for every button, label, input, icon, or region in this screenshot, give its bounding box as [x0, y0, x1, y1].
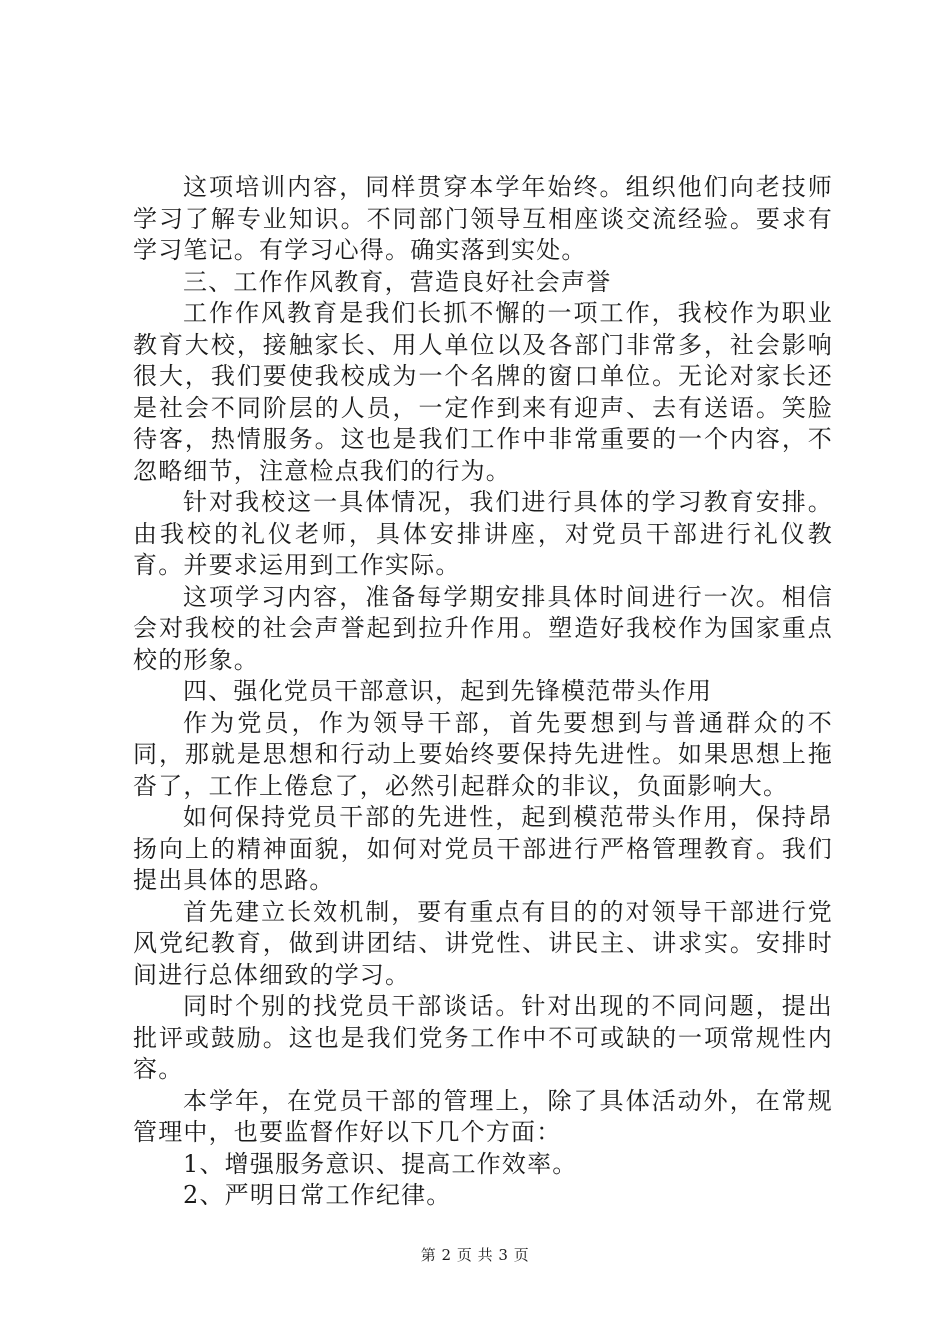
list-item-work-discipline: 2、严明日常工作纪律。	[183, 1181, 452, 1209]
section-heading-work-style: 三、工作作风教育，营造良好社会声誉	[183, 267, 612, 296]
paragraph-individual-talks: 同时个别的找党员干部谈话。针对出现的不同问题，提出批评或鼓励。这也是我们党务工作中不可或缺的一项常规性内容。	[133, 992, 833, 1083]
paragraph-learning-schedule: 这项学习内容，准备每学期安排具体时间进行一次。相信会对我校的社会声誉起到拉升作用。塑造好我校作为国家重点校的形象。	[133, 582, 833, 674]
paragraph-etiquette-arrangement: 针对我校这一具体情况，我们进行具体的学习教育安排。由我校的礼仪老师，具体安排讲座，对党员干部进行礼仪教育。并要求运用到工作实际。	[133, 488, 833, 579]
paragraph-training-content: 这项培训内容，同样贯穿本学年始终。组织他们向老技师学习了解专业知识。不同部门领导互相座谈交流经验。要求有学习笔记。有学习心得。确实落到实处。	[133, 173, 833, 264]
page-number-footer: 第 2 页 共 3 页	[420, 1246, 530, 1264]
paragraph-maintain-advanced-nature: 如何保持党员干部的先进性，起到模范带头作用，保持昂扬向上的精神面貌，如何对党员干部进行严格管理教育。我们提出具体的思路。	[133, 803, 833, 894]
paragraph-routine-management: 本学年，在党员干部的管理上，除了具体活动外，在常规管理中，也要监督作好以下几个方面：	[133, 1086, 833, 1146]
section-heading-party-awareness: 四、强化党员干部意识，起到先锋模范带头作用	[183, 677, 713, 705]
paragraph-work-style-education: 工作作风教育是我们长抓不懈的一项工作，我校作为职业教育大校，接触家长、用人单位以及各部门非常多，社会影响很大，我们要使我校成为一个名牌的窗口单位。无论对家长还是社会不同阶层的人员，一定作到来有迎声、去有送语。笑脸待客，热情服务。这也是我们工作中非常重要的一个内容，不忽略细节，注意检点我们的行为。	[133, 299, 833, 485]
paragraph-party-member-role: 作为党员，作为领导干部，首先要想到与普通群众的不同，那就是思想和行动上要始终要保持先进性。如果思想上拖沓了，工作上倦怠了，必然引起群众的非议，负面影响大。	[133, 708, 833, 800]
list-item-service-awareness: 1、增强服务意识、提高工作效率。	[183, 1149, 578, 1178]
paragraph-long-term-mechanism: 首先建立长效机制，要有重点有目的的对领导干部进行党风党纪教育，做到讲团结、讲党性、讲民主、讲求实。安排时间进行总体细致的学习。	[133, 897, 833, 989]
document-body	[133, 172, 833, 1212]
